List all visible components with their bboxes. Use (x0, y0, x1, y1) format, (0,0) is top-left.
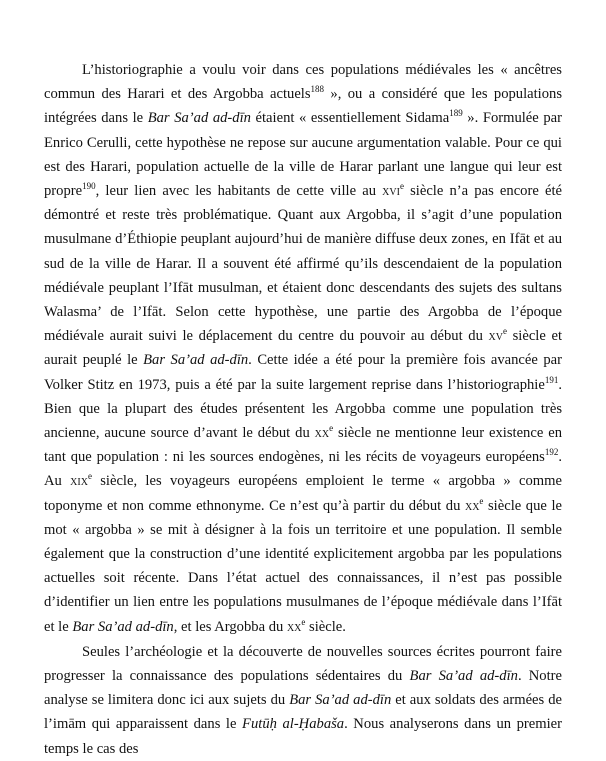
text-run: siècle n’a pas encore été démontré et reste très problématique. Quant aux Argobba, il s’agit d’une population musulmane d’Éthiopie peuplant aujourd’hui de manière diffuse deux zones, en Ifāt et au sud de la ville de Harar. Il a souvent été affirmé qu’ils descendaient de la population médiévale peuplant l’Ifāt musulman, et étaient donc descendants des sujets des sultans Walasma’ de l’Ifāt. Selon cette hypothèse, une partie des Argobba de l’époque médiévale aurait suivi le déplacement du centre du pouvoir au début du (44, 183, 562, 345)
text-run: . Bien que la plupart des études présentent les Argobba comme une population très ancienne, aucune source d’avant le début du (44, 376, 562, 442)
footnote-ref: e (87, 471, 92, 482)
text-body (44, 58, 562, 761)
footnote-ref: 189 (449, 108, 463, 119)
paragraph-1 (44, 58, 562, 639)
footnote-ref: 191 (544, 374, 559, 385)
text-run: , leur lien avec les habitants de cette ville au (95, 183, 383, 200)
century-numeral: xv (488, 328, 503, 345)
italic-title: Bar Sa’ad ad-dīn (289, 692, 392, 709)
paragraph-2 (44, 640, 562, 761)
text-run: siècle et aurait peuplé le (44, 328, 562, 369)
italic-title: Bar Sa’ad ad-dīn (72, 618, 174, 635)
text-run: ». Formulée par Enrico Cerulli, cette hypothèse ne repose sur aucune argumentation valable. Pour ce qui est des Harari, population actuelle de la ville de Harar parlant une langue qui leur est propre (44, 110, 562, 200)
text-run: . Cette idée a été pour la première fois avancée par Volker Stitz en 1973, puis a été par la suite largement reprise dans l’historiographie (44, 352, 562, 393)
text-run: siècle que le mot « argobba » se mit à désigner à la fois un territoire et une population. Il semble également que la construction d’une identité explicitement argobba par les populations actuelles soit récente. Dans l’état actuel des connaissances, il n’est pas possible d’identifier un lien entre les populations musulmanes de l’époque médiévale dans l’Ifāt et le (44, 497, 562, 635)
footnote-ref: 188 (310, 84, 325, 95)
text-run: . Notre analyse se limitera donc ici aux sujets du (44, 668, 562, 709)
footnote-ref: 190 (82, 181, 96, 192)
text-run: , et les Argobba du (173, 618, 287, 635)
footnote-ref: e (301, 616, 306, 627)
footnote-ref: e (399, 181, 404, 192)
text-run: siècle. (305, 618, 346, 635)
italic-title: Bar Sa’ad ad-dīn (409, 668, 518, 685)
footnote-ref: 192 (544, 447, 559, 458)
text-run: . Au (44, 449, 562, 490)
text-run: », ou a considéré que les populations intégrées dans le (44, 86, 562, 127)
italic-title: Futūḥ al-Ḥabaša (242, 716, 345, 733)
italic-title: Bar Sa’ad ad-dīn (143, 352, 249, 369)
footnote-ref: e (329, 423, 334, 434)
century-numeral: xx (464, 497, 480, 514)
text-run: siècle ne mentionne leur existence en tant que population : ni les sources endogènes, ni les récits de voyageurs européens (44, 425, 562, 466)
text-run: . Nous analyserons dans un premier temps le cas des (44, 716, 562, 757)
century-numeral: xix (70, 473, 88, 490)
text-run: L’historiographie a voulu voir dans ces populations médiévales les « ancêtres commun des Harari et des Argobba actuels (44, 62, 562, 103)
century-numeral: xx (314, 425, 330, 442)
footnote-ref: e (502, 326, 507, 337)
text-run: Seules l’archéologie et la découverte de nouvelles sources écrites pourront faire progresser la connaissance des populations sédentaires du (44, 643, 562, 685)
century-numeral: xvi (382, 183, 400, 200)
footnote-ref: e (479, 495, 484, 506)
century-numeral: xx (286, 618, 302, 635)
text-run: siècle, les voyageurs européens emploient le terme « argobba » comme toponyme et non comme ethnonyme. Ce n’est qu’à partir du début du (44, 473, 562, 514)
italic-title: Bar Sa’ad ad-dīn (147, 110, 251, 127)
text-run: étaient « essentiellement Sidama (250, 110, 450, 127)
text-run: et aux soldats des armées de l’imām qui apparaissent dans le (44, 692, 562, 733)
